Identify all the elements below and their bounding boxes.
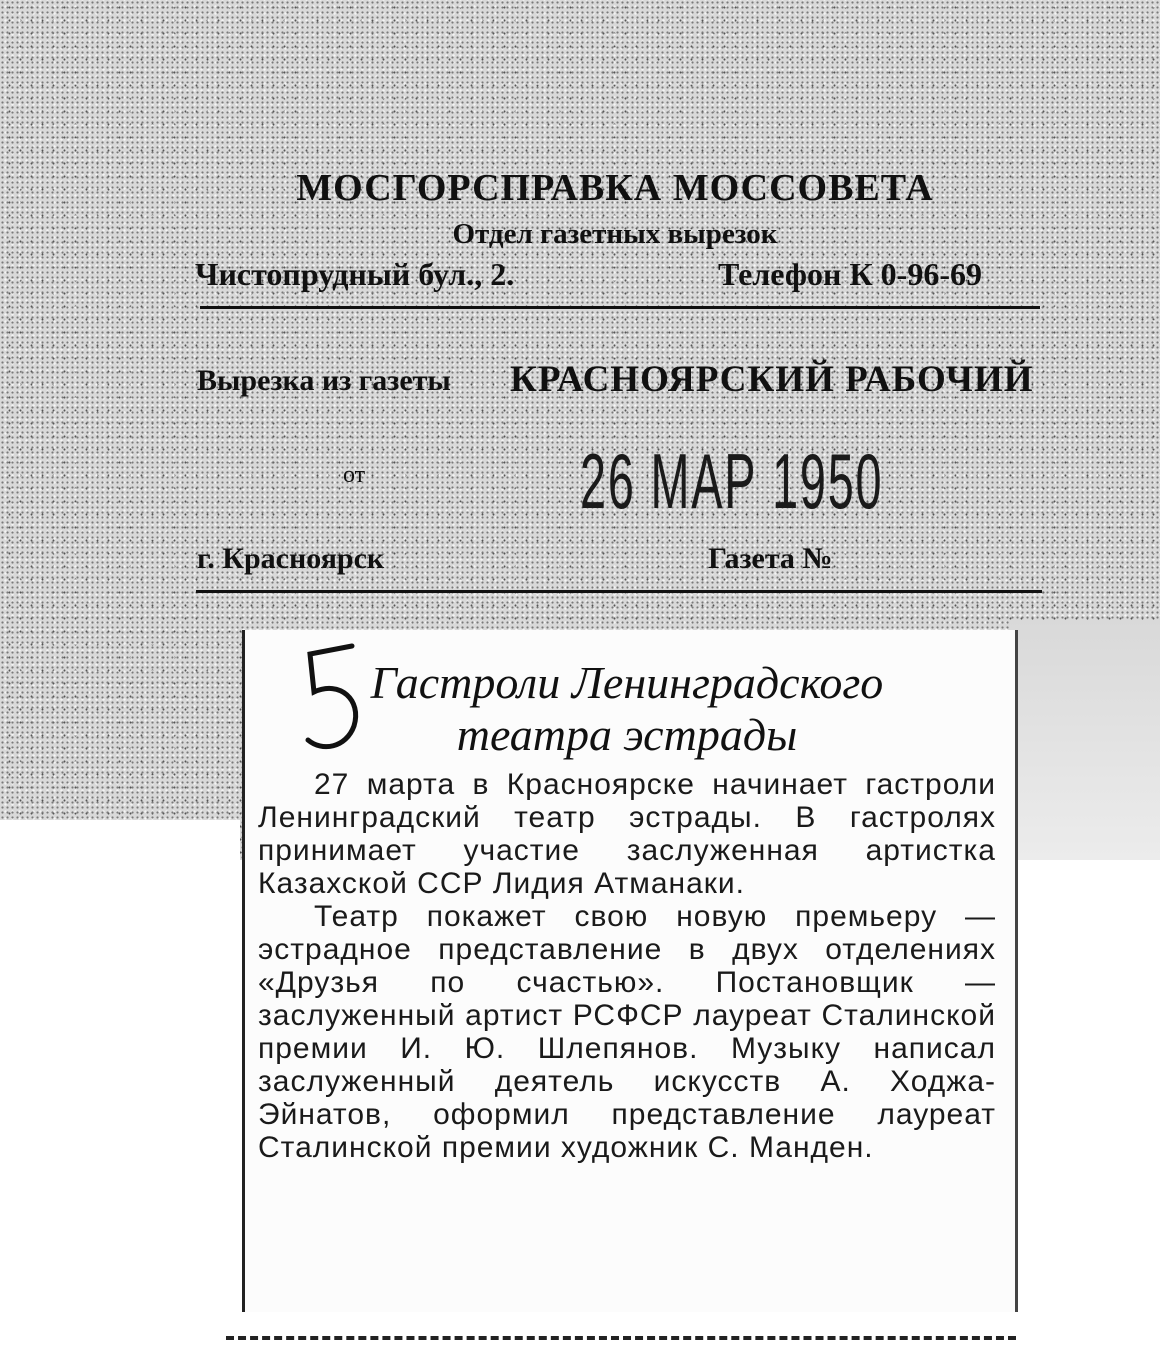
agency-phone: Телефон К 0-96-69 <box>718 256 982 292</box>
clipping-cut-line <box>226 1336 1016 1340</box>
agency-title: МОСГОРСПРАВКА МОССОВЕТА <box>296 167 934 209</box>
city-label: г. Красноярск <box>197 542 385 575</box>
divider <box>200 306 1040 309</box>
article-paragraph: Театр покажет свою новую премьеру — эстрадное представление в двух отделениях «Друзья по счастью». Постановщик — заслуженный артист РСФСР лауреат Сталинской премии И. Ю. Шлепянов. Музыку написал заслуженный деятель искусств А. Ходжа-Эйнатов, оформил представление лауреат Сталинской премии художник С. Манден. <box>258 900 996 1164</box>
card-edge <box>1010 620 1160 860</box>
department-name: Отдел газетных вырезок <box>452 218 778 250</box>
article-body <box>258 768 996 1164</box>
newspaper-name: КРАСНОЯРСКИЙ РАБОЧИЙ <box>510 359 1034 400</box>
article-title-line2: театра эстрады <box>456 709 798 760</box>
gazette-number-label: Газета № <box>708 542 833 575</box>
date-stamp: 26 МАР 1950 <box>580 437 884 525</box>
divider <box>196 590 1042 593</box>
agency-address: Чистопрудный бул., 2. <box>195 256 515 292</box>
card-edge <box>0 820 240 860</box>
date-label: от <box>343 462 366 488</box>
article-paragraph: 27 марта в Красноярске начинает гастроли Ленинградский театр эстрады. В гастролях принимает участие заслуженная артистка Казахской ССР Лидия Атманаки. <box>258 768 996 900</box>
clip-label: Вырезка из газеты <box>197 364 451 397</box>
article-title-line1: Гастроли Ленинградского <box>370 657 884 708</box>
